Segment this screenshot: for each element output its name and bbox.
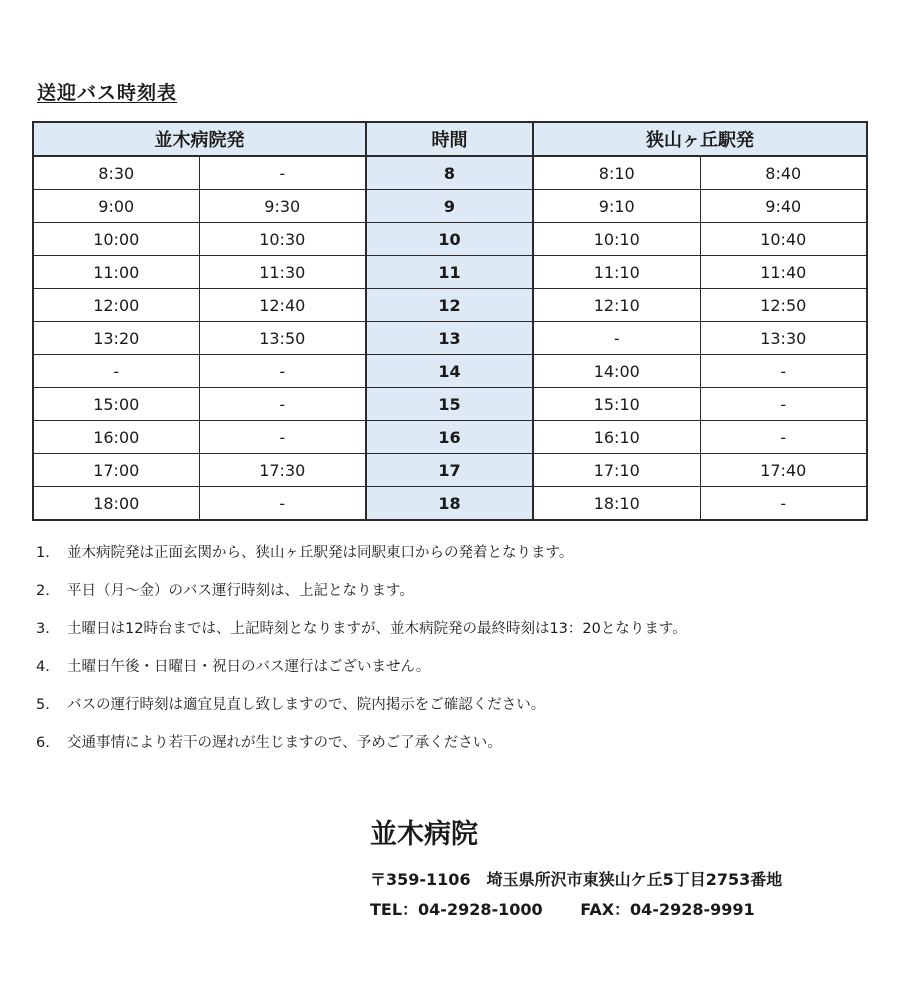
station-departure-2: 12:50: [700, 289, 867, 322]
station-departure-2: 9:40: [700, 190, 867, 223]
station-departure-2: 17:40: [700, 454, 867, 487]
hospital-departure-2: 11:30: [199, 256, 366, 289]
hospital-departure-2: -: [199, 156, 366, 190]
note-item: [36, 578, 687, 616]
note-text: 土曜日午後・日曜日・祝日のバス運行はございません。: [67, 659, 431, 675]
hour-cell: 18: [366, 487, 533, 521]
station-departure-1: 16:10: [533, 421, 700, 454]
note-text: 平日（月～金）のバス運行時刻は、上記となります。: [67, 583, 414, 599]
station-departure-2: -: [700, 355, 867, 388]
table-row: [33, 322, 867, 355]
table-row: [33, 289, 867, 322]
page-title: 送迎バス時刻表: [37, 82, 178, 104]
station-departure-1: 15:10: [533, 388, 700, 421]
hospital-departure-2: -: [199, 487, 366, 521]
hospital-departure-1: 10:00: [33, 223, 199, 256]
station-departure-1: 17:10: [533, 454, 700, 487]
table-row: [33, 223, 867, 256]
hour-cell: 9: [366, 190, 533, 223]
hospital-departure-1: 13:20: [33, 322, 199, 355]
hospital-departure-2: -: [199, 388, 366, 421]
hospital-departure-2: -: [199, 355, 366, 388]
hospital-departure-2: -: [199, 421, 366, 454]
hospital-departure-1: 18:00: [33, 487, 199, 521]
hospital-departure-1: 16:00: [33, 421, 199, 454]
note-number: 3.: [36, 621, 50, 637]
hour-cell: 14: [366, 355, 533, 388]
note-text: 交通事情により若干の遅れが生じますので、予めご了承ください。: [67, 735, 502, 751]
hospital-departure-1: -: [33, 355, 199, 388]
station-departure-1: 8:10: [533, 156, 700, 190]
hour-cell: 15: [366, 388, 533, 421]
table-row: [33, 388, 867, 421]
note-number: 6.: [36, 735, 50, 751]
table-header-row: [33, 122, 867, 156]
station-departure-1: 12:10: [533, 289, 700, 322]
hour-cell: 12: [366, 289, 533, 322]
hour-cell: 8: [366, 156, 533, 190]
note-item: [36, 654, 687, 692]
table-row: [33, 421, 867, 454]
hospital-departure-2: 12:40: [199, 289, 366, 322]
hospital-departure-1: 15:00: [33, 388, 199, 421]
table-row: [33, 156, 867, 190]
hour-cell: 17: [366, 454, 533, 487]
station-departure-1: -: [533, 322, 700, 355]
note-number: 2.: [36, 583, 50, 599]
station-departure-2: -: [700, 421, 867, 454]
hospital-departure-1: 12:00: [33, 289, 199, 322]
hospital-departure-2: 10:30: [199, 223, 366, 256]
station-departure-1: 10:10: [533, 223, 700, 256]
hospital-name: 並木病院: [370, 819, 478, 850]
station-departure-2: -: [700, 388, 867, 421]
hour-cell: 16: [366, 421, 533, 454]
note-number: 4.: [36, 659, 50, 675]
station-departure-2: 10:40: [700, 223, 867, 256]
hospital-departure-1: 11:00: [33, 256, 199, 289]
hospital-contact: TEL：04-2928-1000 FAX：04-2928-9991: [370, 900, 755, 919]
station-departure-2: -: [700, 487, 867, 521]
hospital-departure-1: 17:00: [33, 454, 199, 487]
hour-cell: 10: [366, 223, 533, 256]
note-item: [36, 616, 687, 654]
hospital-departure-2: 13:50: [199, 322, 366, 355]
header-from-station: 狭山ヶ丘駅発: [533, 122, 867, 156]
table-row: [33, 256, 867, 289]
hospital-departure-2: 17:30: [199, 454, 366, 487]
note-text: 並木病院発は正面玄関から、狭山ヶ丘駅発は同駅東口からの発着となります。: [67, 545, 574, 561]
station-departure-1: 14:00: [533, 355, 700, 388]
table-row: [33, 487, 867, 521]
table-row: [33, 454, 867, 487]
note-item: [36, 730, 687, 768]
header-hour: 時間: [366, 122, 533, 156]
hospital-departure-2: 9:30: [199, 190, 366, 223]
hospital-address: 〒359-1106 埼玉県所沢市東狭山ケ丘5丁目2753番地: [370, 870, 783, 889]
station-departure-2: 8:40: [700, 156, 867, 190]
hospital-departure-1: 9:00: [33, 190, 199, 223]
note-number: 5.: [36, 697, 50, 713]
hospital-departure-1: 8:30: [33, 156, 199, 190]
station-departure-2: 13:30: [700, 322, 867, 355]
notes-list: [36, 540, 687, 768]
header-from-hospital: 並木病院発: [33, 122, 366, 156]
note-text: 土曜日は12時台までは、上記時刻となりますが、並木病院発の最終時刻は13：20となります。: [67, 621, 687, 637]
station-departure-1: 9:10: [533, 190, 700, 223]
station-departure-1: 11:10: [533, 256, 700, 289]
note-number: 1.: [36, 545, 50, 561]
hour-cell: 13: [366, 322, 533, 355]
bus-timetable: [32, 121, 868, 521]
note-text: バスの運行時刻は適宜見直し致しますので、院内掲示をご確認ください。: [67, 697, 546, 713]
table-row: [33, 190, 867, 223]
note-item: [36, 540, 687, 578]
hour-cell: 11: [366, 256, 533, 289]
note-item: [36, 692, 687, 730]
hospital-footer: [370, 812, 782, 925]
station-departure-2: 11:40: [700, 256, 867, 289]
station-departure-1: 18:10: [533, 487, 700, 521]
table-row: [33, 355, 867, 388]
